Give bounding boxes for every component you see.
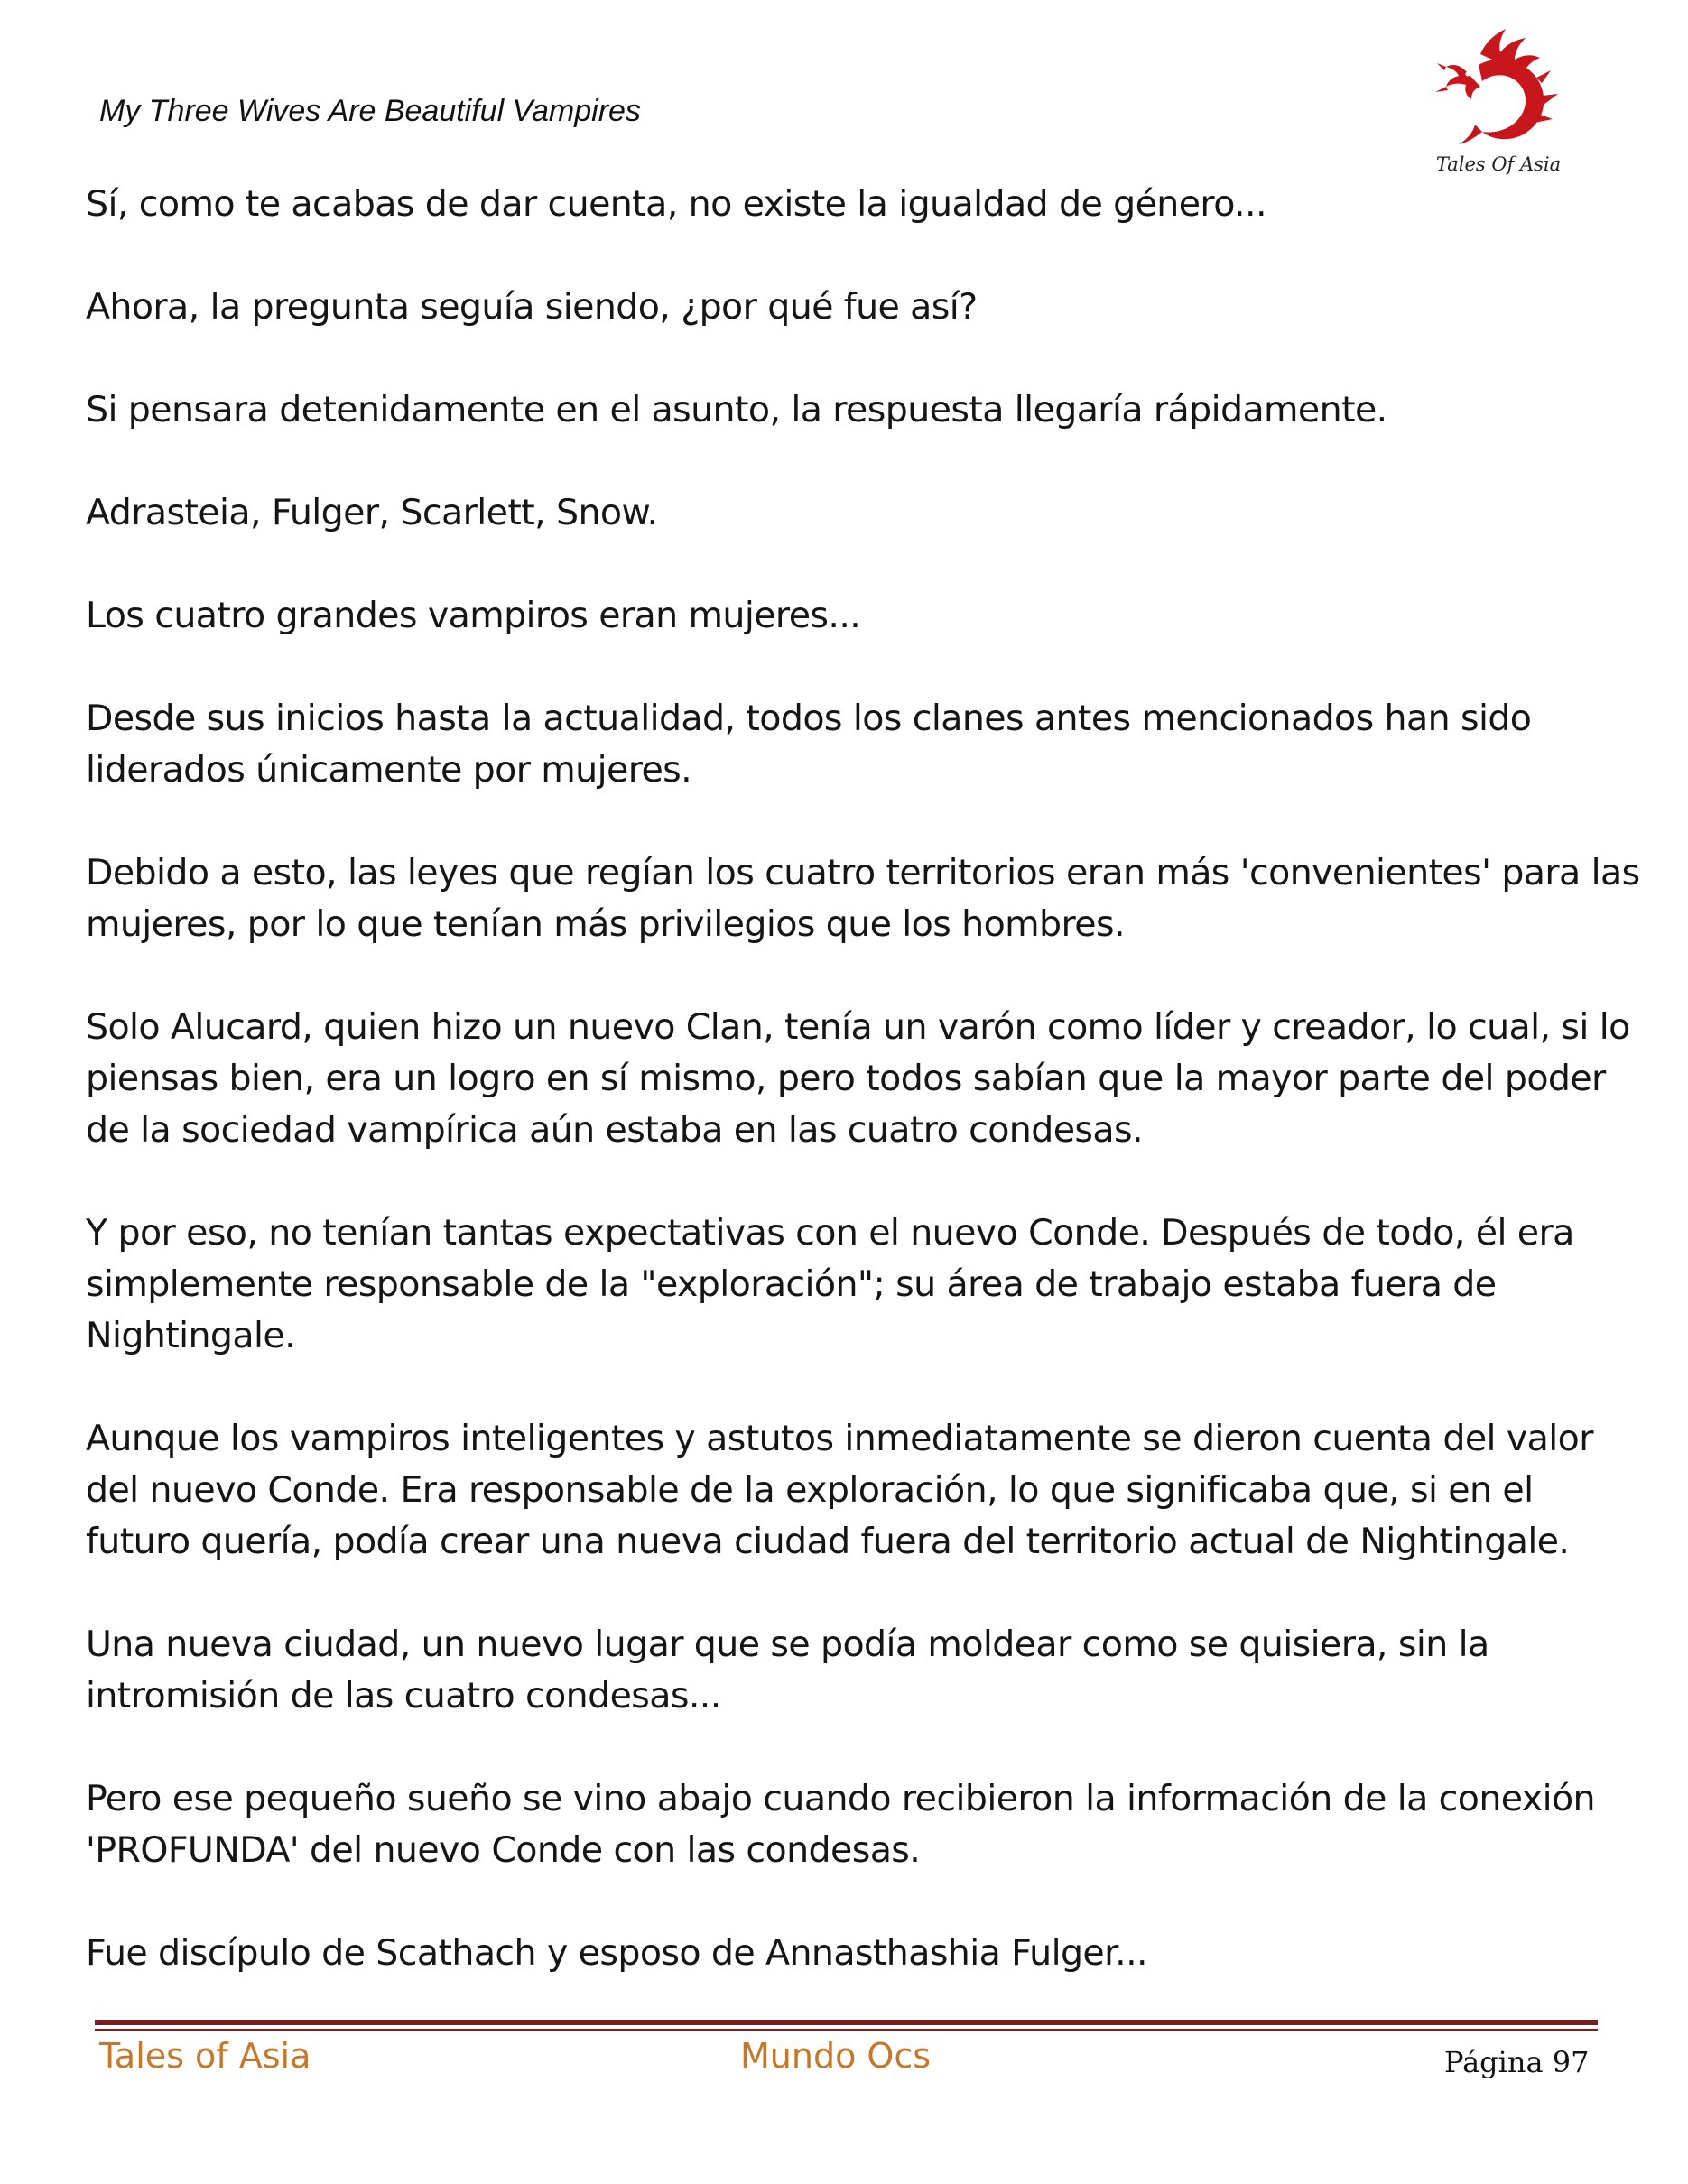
paragraph [86, 693, 1620, 796]
paragraph [86, 179, 1620, 230]
logo [1426, 18, 1571, 180]
paragraph-line: Aunque los vampiros inteligentes y astutos inmediatamente se dieron cuenta del valor [86, 1418, 1593, 1459]
paragraph [86, 487, 1620, 539]
paragraph-line: Adrasteia, Fulger, Scarlett, Snow. [86, 492, 658, 533]
paragraph-line: 'PROFUNDA' del nuevo Conde con las condesas. [86, 1829, 921, 1871]
red-dragon-icon [1426, 18, 1571, 153]
paragraph-line: mujeres, por lo que tenían más privilegios que los hombres. [86, 903, 1125, 945]
paragraph-line: Fue discípulo de Scathach y esposo de Annasthashia Fulger... [86, 1932, 1148, 1974]
paragraph-line: Nightingale. [86, 1315, 296, 1356]
paragraph [86, 847, 1640, 950]
footer-rule-thin [95, 2029, 1598, 2031]
header-title: My Three Wives Are Beautiful Vampires [99, 94, 641, 128]
paragraph-line: simplemente responsable de la "exploración"; su área de trabajo estaba fuera de [86, 1263, 1497, 1305]
paragraph-line: Una nueva ciudad, un nuevo lugar que se podía moldear como se quisiera, sin la [86, 1624, 1489, 1665]
paragraph-line: Desde sus inicios hasta la actualidad, todos los clanes antes mencionados han sido [86, 698, 1532, 739]
paragraph-line: Sí, como te acabas de dar cuenta, no existe la igualdad de género... [86, 183, 1266, 225]
paragraph-line: Ahora, la pregunta seguía siendo, ¿por qué fue así? [86, 286, 978, 328]
page-number: Página 97 [1444, 2045, 1590, 2079]
paragraph [86, 1619, 1620, 1722]
paragraph-line: del nuevo Conde. Era responsable de la exploración, lo que significaba que, si en el [86, 1469, 1534, 1511]
footer-site-name: Tales of Asia [99, 2036, 311, 2076]
paragraph [86, 1928, 1620, 1979]
paragraph-line: intromisión de las cuatro condesas... [86, 1675, 721, 1717]
paragraph-line: liderados únicamente por mujeres. [86, 749, 692, 791]
logo-text: Tales Of Asia [1435, 153, 1562, 175]
footer-rule [95, 2020, 1598, 2025]
paragraph [86, 1002, 1630, 1156]
paragraph [86, 1208, 1620, 1362]
paragraph [86, 590, 1620, 642]
paragraph [86, 384, 1620, 436]
paragraph [86, 282, 1620, 333]
paragraph-line: Y por eso, no tenían tantas expectativas con el nuevo Conde. Después de todo, él era [86, 1212, 1574, 1254]
paragraph-line: Debido a esto, las leyes que regían los cuatro territorios eran más 'convenientes' para las [86, 852, 1640, 893]
paragraph [86, 1413, 1620, 1568]
chapter-body [86, 179, 1640, 2031]
footer-section-name: Mundo Ocs [740, 2036, 932, 2076]
paragraph-line: piensas bien, era un logro en sí mismo, pero todos sabían que la mayor parte del poder [86, 1058, 1606, 1099]
paragraph [86, 1773, 1620, 1876]
paragraph-line: futuro quería, podía crear una nueva ciudad fuera del territorio actual de Nightingale. [86, 1521, 1570, 1562]
paragraph-line: Si pensara detenidamente en el asunto, la respuesta llegaría rápidamente. [86, 389, 1387, 430]
paragraph-line: Pero ese pequeño sueño se vino abajo cuando recibieron la información de la conexión [86, 1778, 1595, 1819]
paragraph-line: de la sociedad vampírica aún estaba en las cuatro condesas. [86, 1109, 1143, 1151]
paragraph-line: Solo Alucard, quien hizo un nuevo Clan, tenía un varón como líder y creador, lo cual, si lo [86, 1006, 1630, 1048]
paragraph-line: Los cuatro grandes vampiros eran mujeres... [86, 595, 861, 636]
